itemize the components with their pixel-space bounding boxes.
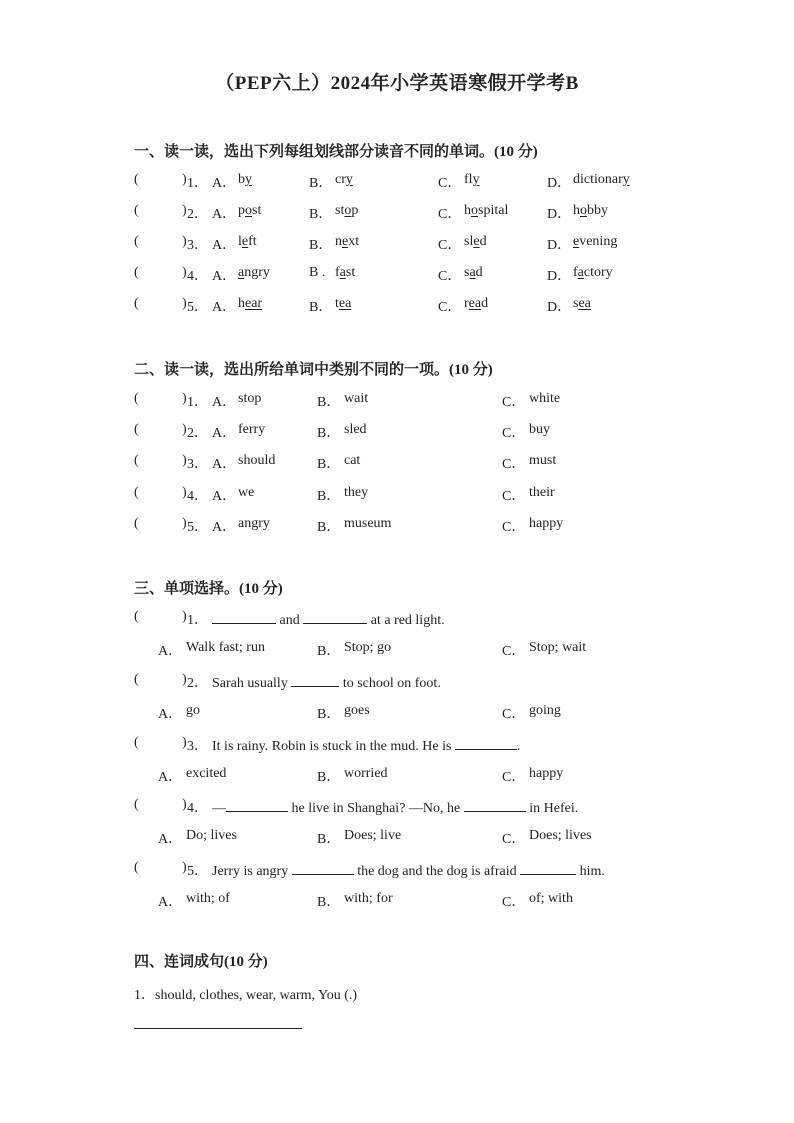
option-word <box>464 203 508 219</box>
word-part: h <box>573 203 580 218</box>
option-letter: A． <box>158 769 183 785</box>
option-letter: C． <box>502 895 526 911</box>
stem-text: It is rainy. Robin is stuck in the mud. He is <box>212 738 455 754</box>
underlined-letters: a <box>469 265 476 280</box>
word-part: t <box>335 296 339 311</box>
word-part: f <box>573 265 578 280</box>
answer-paren-close[interactable]: ) <box>182 296 187 311</box>
stem-text: and <box>276 613 304 628</box>
option-letter: A． <box>212 395 237 410</box>
question-number: 2． <box>187 207 208 222</box>
question-number: 2． <box>187 675 208 691</box>
stem-text: Sarah usually <box>212 675 292 691</box>
option-letter: A． <box>158 895 183 911</box>
underlined-letters: a <box>577 265 584 280</box>
answer-paren-close[interactable]: ) <box>182 203 187 218</box>
underlined-letters: y <box>245 172 252 187</box>
underlined-letters: o <box>245 203 252 218</box>
underlined-letters: ea <box>468 296 482 311</box>
option-word <box>573 296 591 312</box>
word-part: spital <box>478 203 509 218</box>
option-letter: B． <box>309 176 333 191</box>
option-text: we <box>238 484 255 500</box>
option-text: goes <box>344 702 370 718</box>
answer-paren-open[interactable]: ( <box>134 734 139 750</box>
option-letter: D． <box>547 207 572 222</box>
option-letter: B． <box>317 488 341 504</box>
option-text: stop <box>238 391 262 406</box>
word-part: p <box>351 203 359 218</box>
underlined-letters: o <box>580 203 587 218</box>
stem-text: Jerry is angry <box>212 864 292 880</box>
option-word <box>573 203 608 219</box>
answer-paren-open[interactable]: ( <box>134 391 139 406</box>
option-text: sled <box>344 422 367 438</box>
question-stem <box>212 609 445 629</box>
answer-paren-close[interactable]: ) <box>182 671 187 687</box>
word-part: d <box>479 234 487 249</box>
option-letter: C． <box>502 644 526 659</box>
option-letter: B． <box>317 426 341 442</box>
option-word <box>238 203 261 219</box>
question-number: 4． <box>187 269 208 284</box>
word-part: l <box>238 234 242 249</box>
answer-paren-close[interactable]: ) <box>182 609 187 624</box>
option-word <box>464 172 480 188</box>
word-part: r <box>464 296 469 311</box>
option-letter: C． <box>502 457 526 473</box>
option-letter: C． <box>502 769 526 785</box>
answer-paren-close[interactable]: ) <box>182 391 187 406</box>
stem-text: — <box>212 801 226 817</box>
option-text: Stop; wait <box>529 640 587 655</box>
option-text: ferry <box>238 422 266 438</box>
option-letter: B． <box>309 300 333 315</box>
underlined-letters: y <box>472 172 480 187</box>
question-stem <box>212 860 605 880</box>
answer-paren-open[interactable]: ( <box>134 484 139 500</box>
word-part: st <box>345 265 356 280</box>
option-word <box>238 296 262 312</box>
option-text: they <box>344 484 369 500</box>
answer-paren-close[interactable]: ) <box>182 422 187 438</box>
word-part: vening <box>579 234 618 249</box>
question-stem <box>212 672 441 692</box>
question-number: 5． <box>187 519 208 535</box>
option-text: excited <box>186 765 227 781</box>
option-word <box>335 172 353 188</box>
answer-paren-close[interactable]: ) <box>182 860 187 876</box>
answer-paren-close[interactable]: ) <box>182 734 187 750</box>
option-letter: D． <box>547 300 572 315</box>
option-letter: C． <box>502 426 526 442</box>
answer-blank[interactable] <box>212 609 276 624</box>
option-text: wait <box>344 391 369 406</box>
underlined-letters: a <box>339 265 346 280</box>
option-letter: A． <box>212 300 237 315</box>
option-letter: C． <box>502 395 526 410</box>
option-text: Do; lives <box>186 828 237 844</box>
option-text: Does; live <box>344 828 402 844</box>
word-part: ctory <box>583 265 613 280</box>
option-letter: D． <box>547 238 572 253</box>
underlined-letters: y <box>345 172 353 187</box>
stem-text: him. <box>576 864 605 880</box>
word-part: ft <box>248 234 257 249</box>
stem-text: in Hefei. <box>525 801 579 817</box>
question-number: 3． <box>187 738 208 754</box>
answer-paren-close[interactable]: ) <box>182 797 187 813</box>
option-text: happy <box>529 765 564 781</box>
answer-blank[interactable] <box>291 672 339 687</box>
option-letter: A． <box>212 238 237 253</box>
option-letter: B． <box>317 644 341 659</box>
underlined-letters: a <box>238 265 245 280</box>
word-part: xt <box>348 234 360 249</box>
answer-blank[interactable] <box>303 609 367 624</box>
word-part: sl <box>464 234 474 249</box>
option-text: Stop; go <box>344 640 392 655</box>
option-word <box>335 234 359 250</box>
stem-text: at a red light. <box>367 613 445 628</box>
answer-paren-open[interactable]: ( <box>134 797 139 813</box>
option-letter: B． <box>317 457 341 473</box>
answer-paren-open[interactable]: ( <box>134 453 139 469</box>
option-text: go <box>186 702 200 718</box>
option-word <box>464 296 488 312</box>
option-letter: C． <box>438 269 462 284</box>
option-letter: A． <box>212 457 237 473</box>
option-text: must <box>529 453 557 469</box>
question-number: 5． <box>187 864 208 880</box>
answer-blank[interactable] <box>455 735 517 750</box>
answer-paren-open[interactable]: ( <box>134 296 139 311</box>
word-part: d <box>481 296 489 311</box>
option-word <box>464 265 483 281</box>
answer-paren-open[interactable]: ( <box>134 860 139 876</box>
option-word <box>335 296 351 312</box>
word-part: b <box>238 172 245 187</box>
answer-paren-open[interactable]: ( <box>134 671 139 687</box>
answer-paren-close[interactable]: ) <box>182 265 187 280</box>
option-word <box>464 234 487 250</box>
word-part: n <box>335 234 342 249</box>
option-text: of; with <box>529 891 573 907</box>
option-letter: A． <box>212 207 237 222</box>
answer-paren-open[interactable]: ( <box>134 172 139 187</box>
word-part: s <box>464 265 470 280</box>
answer-blank[interactable] <box>464 797 526 812</box>
option-letter: B． <box>317 706 341 722</box>
option-text: going <box>529 702 561 718</box>
section4-heading: 四、连词成句(10 分) <box>134 954 268 970</box>
answer-paren-close[interactable]: ) <box>182 172 187 187</box>
question-stem <box>212 797 578 817</box>
option-letter: C． <box>438 207 462 222</box>
word-part: ngry <box>244 265 270 280</box>
section4-question-1: 1．should, clothes, wear, warm, You (.) <box>134 988 358 1003</box>
word-part: st <box>335 203 345 218</box>
question-number: 1． <box>187 176 208 191</box>
question-number: 2． <box>187 426 208 442</box>
option-word <box>335 203 358 219</box>
option-text: Does; lives <box>529 828 592 844</box>
option-text: angry <box>238 515 270 531</box>
underlined-letters: e <box>573 234 580 249</box>
section1-heading: 一、读一读，选出下列每组划线部分读音不同的单词。(10 分) <box>134 144 538 160</box>
page-title: （PEP六上）2024年小学英语寒假开学考B <box>215 73 579 94</box>
option-letter: C． <box>438 300 462 315</box>
question-number: 3． <box>187 457 208 473</box>
option-letter: A． <box>212 519 237 535</box>
option-letter: C． <box>438 238 462 253</box>
question-number: 3． <box>187 238 208 253</box>
option-letter: C． <box>438 176 462 191</box>
answer-paren-open[interactable]: ( <box>134 234 139 249</box>
option-text: should <box>238 453 276 469</box>
underlined-letters: e <box>473 234 480 249</box>
answer-blank[interactable] <box>226 797 288 812</box>
option-text: cat <box>344 453 361 469</box>
option-letter: C． <box>502 519 526 535</box>
answer-blank[interactable] <box>292 860 354 875</box>
option-text: white <box>529 391 561 406</box>
option-text: museum <box>344 515 392 531</box>
option-letter: D． <box>547 176 572 191</box>
option-letter: B． <box>317 769 341 785</box>
option-word <box>335 265 355 281</box>
option-text: happy <box>529 515 564 531</box>
option-word <box>573 234 617 250</box>
word-part: st <box>252 203 262 218</box>
underlined-letters: ea <box>338 296 352 311</box>
question-number: 1． <box>187 395 208 410</box>
question-number: 4． <box>187 801 208 817</box>
option-letter: B． <box>317 895 341 911</box>
underlined-letters: o <box>471 203 478 218</box>
option-letter: A． <box>158 644 183 659</box>
word-part: bby <box>587 203 608 218</box>
word-part: d <box>475 265 483 280</box>
underlined-letters: ear <box>245 296 263 311</box>
word-part: p <box>238 203 245 218</box>
option-letter: A． <box>212 176 237 191</box>
section2-heading: 二、读一读，选出所给单词中类别不同的一项。(10 分) <box>134 362 493 378</box>
answer-paren-close[interactable]: ) <box>182 484 187 500</box>
option-letter: C． <box>502 488 526 504</box>
answer-paren-open[interactable]: ( <box>134 609 139 624</box>
stem-text: he live in Shanghai? —No, he <box>288 801 464 817</box>
word-part: dictionar <box>573 172 623 187</box>
option-text: with; of <box>186 891 230 907</box>
option-letter: A． <box>212 426 237 442</box>
question-number: 5． <box>187 300 208 315</box>
stem-text: . <box>516 738 521 754</box>
word-part: h <box>464 203 471 218</box>
answer-paren-open[interactable]: ( <box>134 422 139 438</box>
question-stem <box>212 735 520 755</box>
answer-blank[interactable] <box>520 860 576 875</box>
underlined-letters: o <box>344 203 352 218</box>
underlined-letters: ea <box>578 296 591 311</box>
question-number: 1． <box>187 613 208 628</box>
option-letter: B． <box>309 207 333 222</box>
word-part: f <box>335 265 340 280</box>
answer-paren-open[interactable]: ( <box>134 265 139 280</box>
option-text: with; for <box>344 891 393 907</box>
answer-paren-close[interactable]: ) <box>182 515 187 531</box>
option-text: Walk fast; run <box>186 640 265 655</box>
option-word <box>238 234 257 250</box>
word-part: cr <box>335 172 346 187</box>
option-text: worried <box>344 765 388 781</box>
word-part: h <box>238 296 245 311</box>
option-letter: B． <box>317 395 341 410</box>
question-number: 4． <box>187 488 208 504</box>
section3-heading: 三、单项选择。(10 分) <box>134 581 283 597</box>
option-letter: D． <box>547 269 572 284</box>
option-word <box>573 172 630 188</box>
option-word <box>238 172 252 188</box>
underlined-letters: e <box>241 234 249 249</box>
answer-paren-open[interactable]: ( <box>134 203 139 218</box>
stem-text: the dog and the dog is afraid <box>353 864 521 880</box>
option-letter: C． <box>502 706 526 722</box>
stem-text: to school on foot. <box>339 675 441 691</box>
option-letter: A． <box>158 832 183 848</box>
word-part: s <box>573 296 579 311</box>
option-letter: B． <box>317 519 341 535</box>
option-word <box>238 265 270 281</box>
option-letter: B . <box>309 265 326 280</box>
option-text: buy <box>529 422 550 438</box>
word-part: fl <box>464 172 473 187</box>
underlined-letters: e <box>342 234 349 249</box>
option-word <box>573 265 613 281</box>
option-letter: A． <box>212 488 237 504</box>
answer-blank-line[interactable] <box>134 1028 302 1029</box>
option-text: their <box>529 484 555 500</box>
option-letter: C． <box>502 832 526 848</box>
answer-paren-close[interactable]: ) <box>182 453 187 469</box>
answer-paren-close[interactable]: ) <box>182 234 187 249</box>
option-letter: A． <box>212 269 237 284</box>
option-letter: A． <box>158 706 183 722</box>
option-letter: B． <box>317 832 341 848</box>
option-letter: B． <box>309 238 333 253</box>
answer-paren-open[interactable]: ( <box>134 515 139 531</box>
underlined-letters: y <box>622 172 630 187</box>
